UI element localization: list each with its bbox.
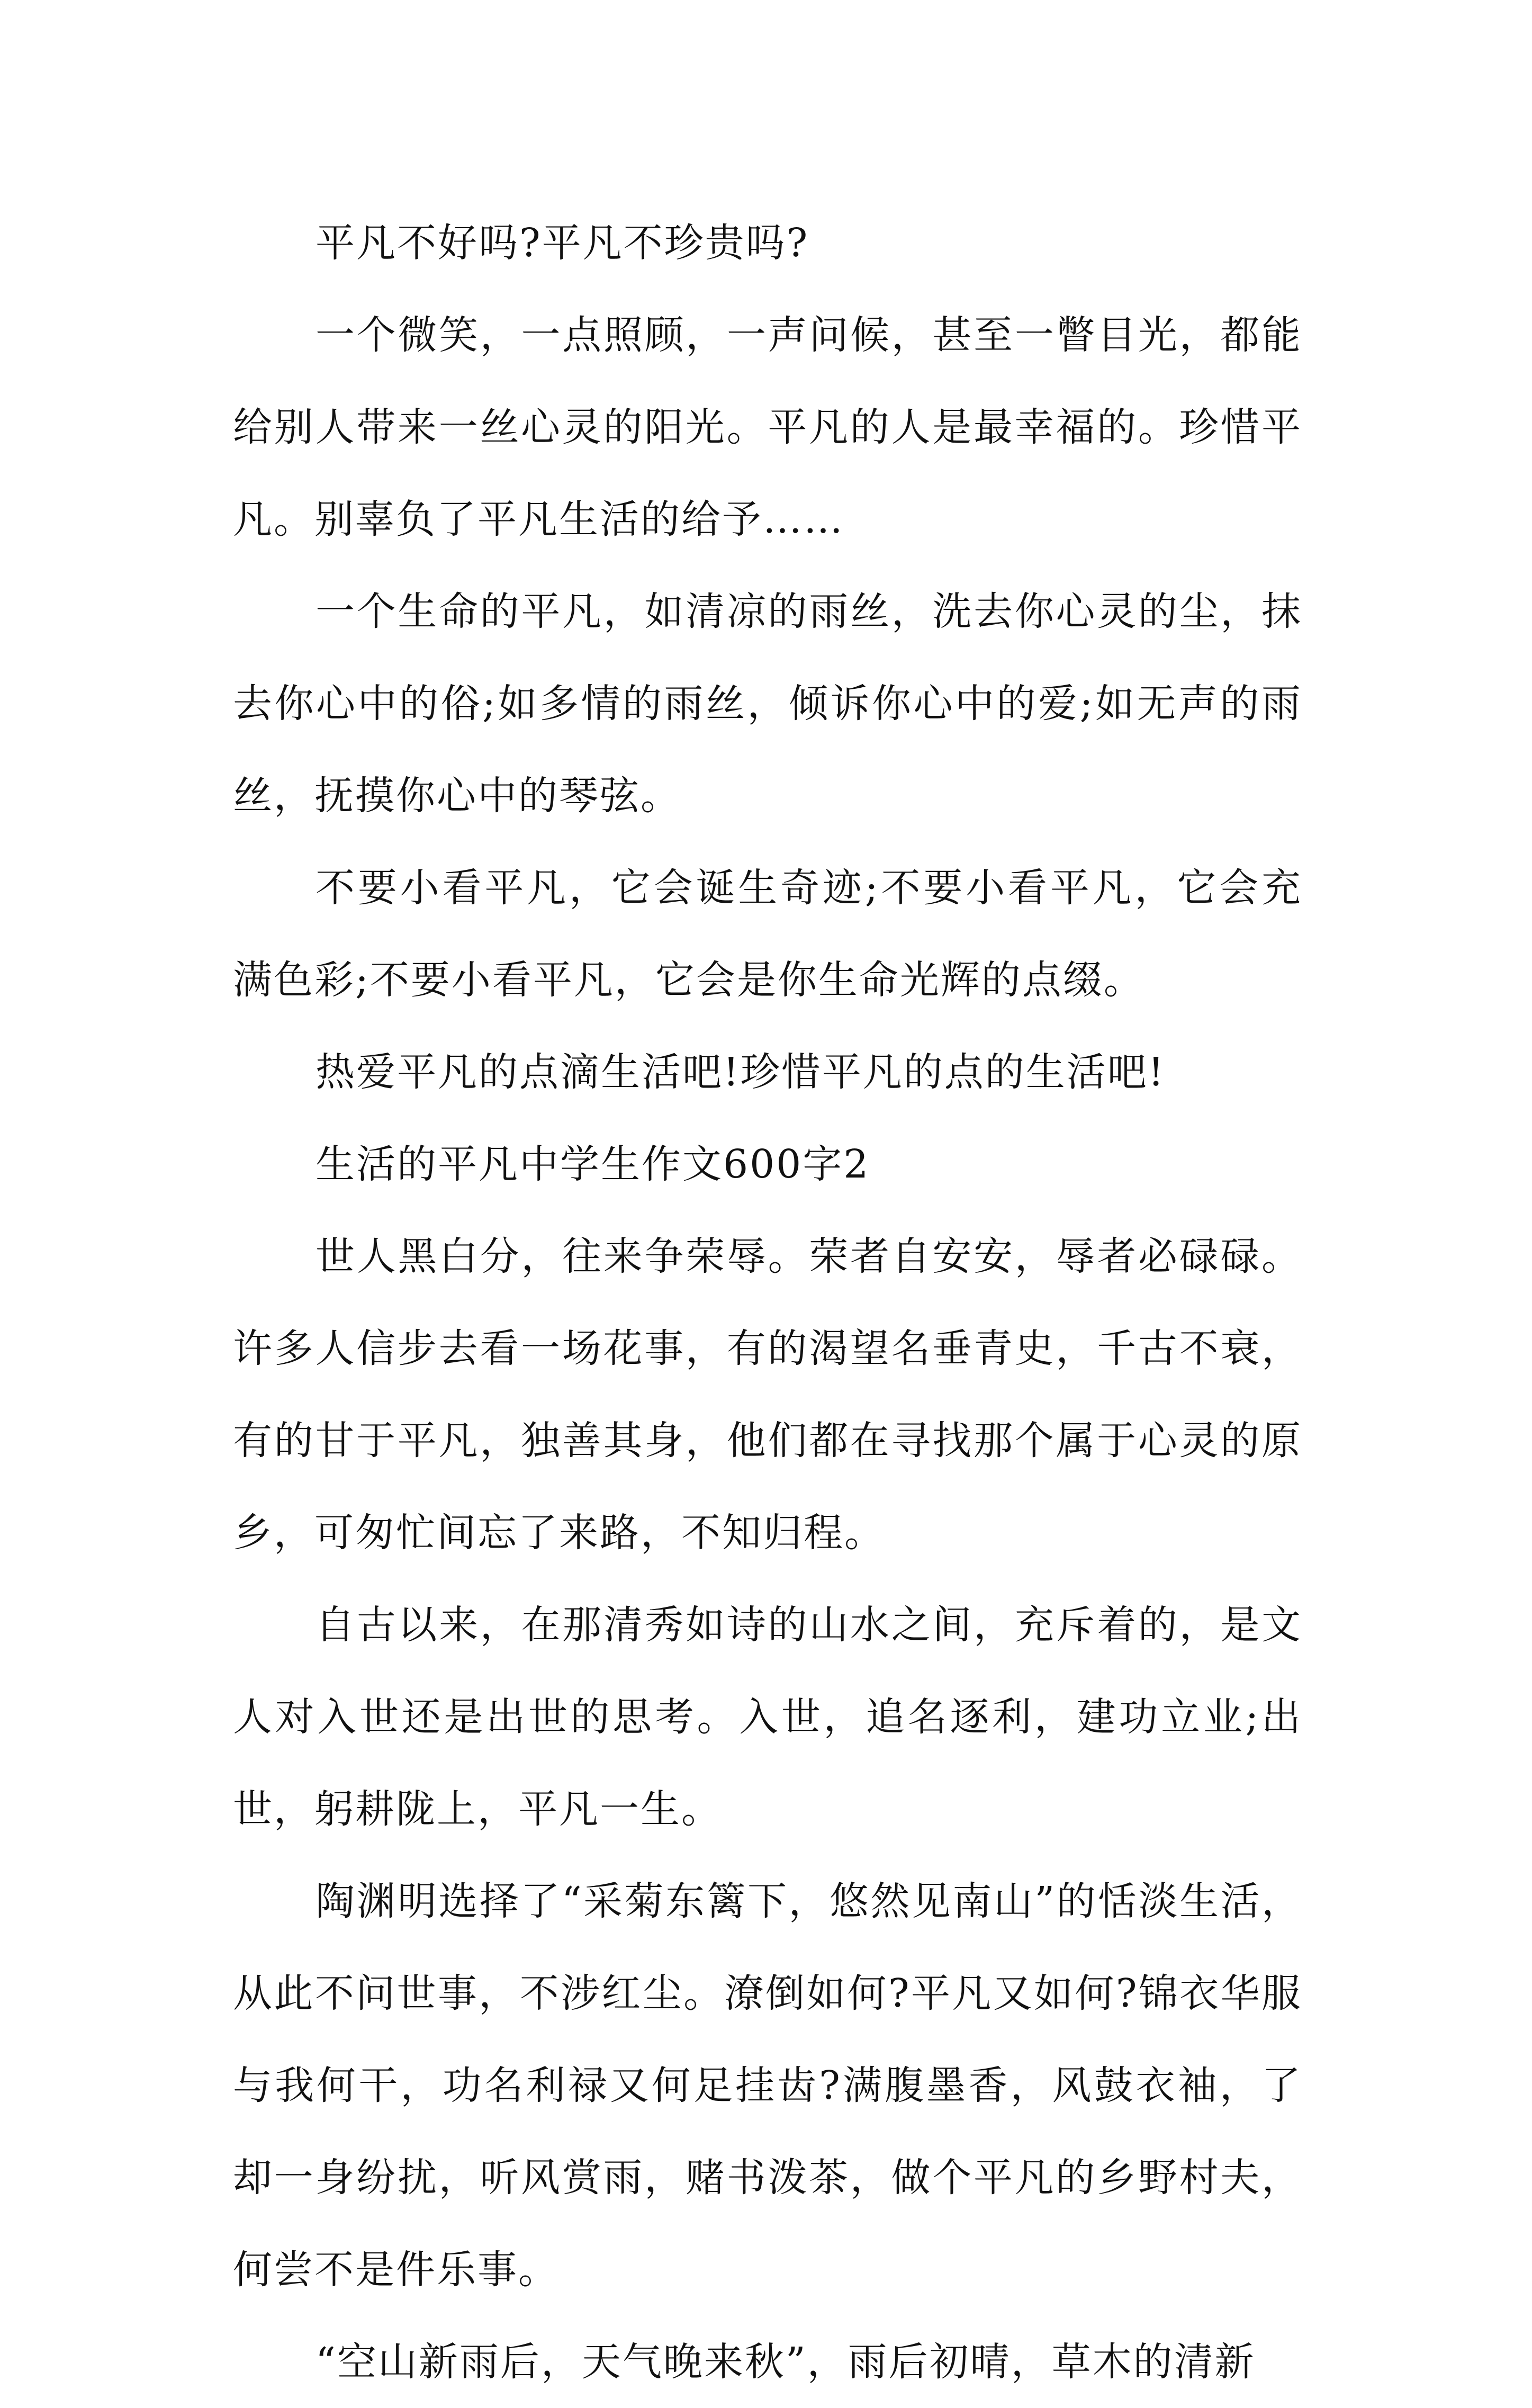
document-body [233, 197, 1302, 2408]
paragraph: 一个生命的平凡，如清凉的雨丝，洗去你心灵的尘，抹去你心中的俗;如多情的雨丝，倾诉你心中的爱;如无声的雨丝，抚摸你心中的琴弦。 [233, 589, 1302, 819]
section-heading: 生活的平凡中学生作文600字2 [316, 1142, 870, 1187]
paragraph: 一个微笑，一点照顾，一声问候，甚至一瞥目光，都能给别人带来一丝心灵的阳光。平凡的人是最幸福的。珍惜平凡。别辜负了平凡生活的给予…… [233, 312, 1302, 542]
paragraph: 平凡不好吗?平凡不珍贵吗? [316, 220, 809, 266]
paragraph: 世人黑白分，往来争荣辱。荣者自安安，辱者必碌碌。许多人信步去看一场花事，有的渴望名垂青史，千古不衰，有的甘于平凡，独善其身，他们都在寻找那个属于心灵的原乡，可匆忙间忘了来路，不知归程。 [233, 1234, 1302, 1556]
paragraph: “空山新雨后，天气晚来秋”，雨后初晴，草木的清新 [316, 2339, 1256, 2385]
paragraph: 陶渊明选择了“采菊东篱下，悠然见南山”的恬淡生活，从此不问世事，不涉红尘。潦倒如何?平凡又如何?锦衣华服与我何干，功名利禄又何足挂齿?满腹墨香，风鼓衣袖，了却一身纷扰，听风赏雨，赌书泼茶，做个平凡的乡野村夫，何尝不是件乐事。 [233, 1879, 1302, 2293]
paragraph: 不要小看平凡，它会诞生奇迹;不要小看平凡，它会充满色彩;不要小看平凡，它会是你生命光辉的点缀。 [233, 865, 1302, 1003]
paragraph: 热爱平凡的点滴生活吧!珍惜平凡的点的生活吧! [316, 1049, 1166, 1095]
paragraph: 自古以来，在那清秀如诗的山水之间，充斥着的，是文人对入世还是出世的思考。入世，追名逐利，建功立业;出世，躬耕陇上，平凡一生。 [233, 1602, 1302, 1832]
